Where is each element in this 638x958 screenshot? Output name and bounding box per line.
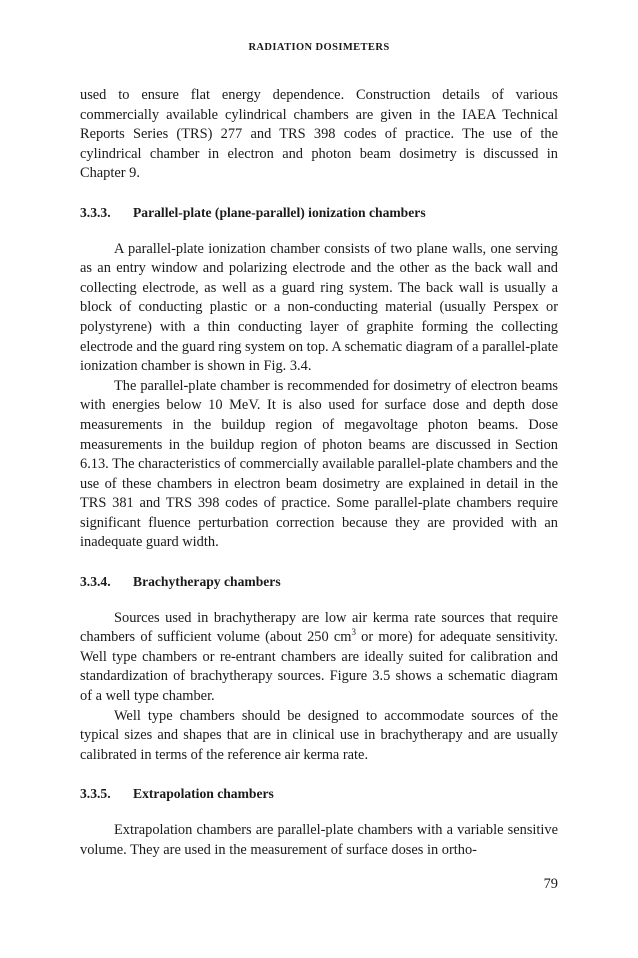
section-title: Extrapolation chambers (133, 786, 274, 802)
section-title: Parallel-plate (plane-parallel) ionization chambers (133, 204, 426, 220)
section-number: 3.3.5. (80, 786, 111, 802)
section-title: Brachytherapy chambers (133, 574, 281, 590)
paragraph: Well type chambers should be designed to accommodate sources of the typical sizes and shapes that are in clinical use in brachytherapy and are usually calibrated in terms of the reference air kerma rate. (80, 707, 558, 763)
intro-paragraph: used to ensure flat energy dependence. Construction details of various commercially available cylindrical chambers are given in the IAEA Technical Reports Series (TRS) 277 and TRS 398 codes of practice. The use of the cylindrical chamber in electron and photon beam dosimetry is discussed in Chapter 9. (80, 87, 558, 182)
running-head: RADIATION DOSIMETERS (248, 42, 390, 53)
page-body (80, 86, 558, 860)
paragraph (80, 609, 558, 707)
section-number: 3.3.3. (80, 204, 111, 220)
section-number: 3.3.4. (80, 574, 111, 590)
text-run: Sources used in brachytherapy are low air kerma rate sources that require chambers of sufficient volume (about 250 cm (80, 609, 558, 646)
paragraph: A parallel-plate ionization chamber consists of two plane walls, one serving as an entry window and polarizing electrode and the other as the back wall and collecting electrode, as well as a guard ring system. The back wall is usually a block of conducting plastic or a non-conducting material (usually Perspex or polystyrene) with a thin conducting layer of graphite forming the collecting electrode and the guard ring system on top. A schematic diagram of a parallel-plate ionization chamber is shown in Fig. 3.4. (80, 240, 558, 375)
paragraph: The parallel-plate chamber is recommended for dosimetry of electron beams with energies below 10 MeV. It is also used for surface dose and depth dose measurements in the buildup region of megavoltage photon beams. Dose measurements in the buildup region of photon beams are discussed in Section 6.13. The characteristics of commercially available parallel-plate chambers and the use of these chambers in electron beam dosimetry are explained in detail in the TRS 381 and TRS 398 codes of practice. Some parallel-plate chambers require significant fluence perturbation correction because they are provided with an inadequate guard width. (80, 377, 559, 551)
section-heading-3-3-4 (80, 572, 558, 592)
text-run: or more) for adequate sensitivity. Well type chambers or re-entrant chambers are ideally suited for calibration and standardization of brachytherapy sources. Figure 3.5 shows a schematic diagram of a well type chamber. (80, 629, 558, 705)
section-heading-3-3-3 (80, 203, 558, 223)
section-heading-3-3-5 (80, 784, 558, 804)
superscript: 3 (351, 627, 356, 638)
paragraph: Extrapolation chambers are parallel-plate chambers with a variable sensitive volume. They are used in the measurement of surface doses in ortho- (80, 822, 558, 858)
page-number: 79 (543, 876, 558, 892)
